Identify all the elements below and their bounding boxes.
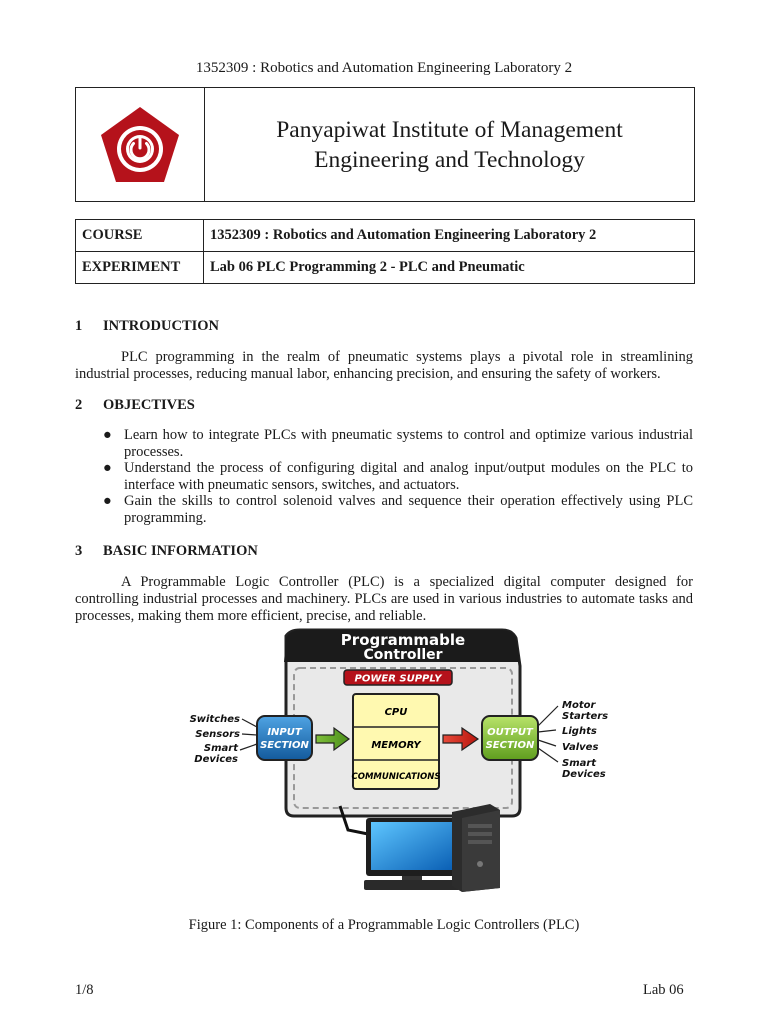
panel-title-line-2: Controller	[363, 647, 443, 663]
section-heading-basic-information	[75, 543, 375, 561]
input-label-devices: Devices	[194, 754, 238, 765]
input-section-box	[257, 716, 312, 760]
output-section-line-1: OUTPUT	[487, 727, 533, 738]
course-info-table	[75, 219, 695, 284]
running-head: 1352309 : Robotics and Automation Engineering Laboratory 2	[195, 60, 573, 76]
objective-text: Learn how to integrate PLCs with pneumatic systems to control and optimize various industrial processes.	[124, 427, 693, 460]
communications-label: COMMUNICATIONS	[351, 772, 441, 782]
memory-label: MEMORY	[371, 740, 421, 751]
section-number: 3	[75, 543, 83, 559]
power-supply-label: POWER SUPPLY	[354, 673, 442, 685]
output-label-devices: Devices	[562, 769, 606, 780]
list-item	[75, 460, 693, 493]
input-section-line-1: INPUT	[267, 727, 302, 738]
objectives-list	[75, 427, 693, 526]
objective-text: Gain the skills to control solenoid valves and sequence their operation effectively using PLC programming.	[124, 493, 693, 526]
introduction-paragraph: PLC programming in the realm of pneumatic systems plays a pivotal role in streamlining industrial processes, reducing manual labor, enhancing precision, and ensuring the safety of workers.	[75, 349, 693, 382]
institute-logo-icon	[99, 105, 181, 185]
figure-caption: Figure 1: Components of a Programmable Logic Controllers (PLC)	[188, 917, 580, 933]
output-label-lights: Lights	[562, 726, 597, 737]
page-number: 1/8	[75, 982, 94, 998]
section-title: BASIC INFORMATION	[103, 543, 258, 559]
institution-line-2: Engineering and Technology	[314, 146, 585, 173]
section-title: OBJECTIVES	[103, 397, 195, 413]
experiment-label: EXPERIMENT	[76, 252, 204, 284]
course-row	[76, 220, 695, 252]
header-box	[75, 87, 695, 202]
output-label-starters: Starters	[562, 711, 609, 722]
output-section-box	[482, 716, 538, 760]
output-label-smart: Smart	[562, 758, 597, 769]
output-section-line-2: SECTION	[485, 740, 535, 751]
institution-name	[205, 88, 694, 201]
panel-title-line-1: Programmable	[340, 631, 466, 649]
bullet-icon: ●	[103, 493, 112, 509]
output-label-valves: Valves	[562, 742, 599, 753]
computer-tower-icon	[452, 804, 500, 892]
section-heading-objectives	[75, 397, 375, 415]
section-heading-introduction	[75, 318, 375, 336]
experiment-row	[76, 252, 695, 284]
input-label-switches: Switches	[189, 714, 240, 725]
section-number: 1	[75, 318, 83, 334]
logo-cell	[76, 88, 205, 201]
section-number: 2	[75, 397, 83, 413]
output-label-motor: Motor	[562, 700, 596, 711]
bullet-icon: ●	[103, 460, 112, 476]
section-title: INTRODUCTION	[103, 318, 220, 334]
input-label-sensors: Sensors	[195, 729, 240, 740]
institution-line-1: Panyapiwat Institute of Management	[276, 116, 623, 143]
basic-information-paragraph: A Programmable Logic Controller (PLC) is a specialized digital computer designed for controlling industrial processes and machinery. PLCs are used in various industries to automate tasks and processes, making them more efficient, precise, and reliable.	[75, 574, 693, 624]
footer-lab: Lab 06	[643, 982, 684, 998]
list-item	[75, 427, 693, 460]
bullet-icon: ●	[103, 427, 112, 443]
course-value: 1352309 : Robotics and Automation Engineering Laboratory 2	[204, 220, 695, 252]
list-item	[75, 493, 693, 526]
cpu-label: CPU	[384, 707, 408, 718]
experiment-value: Lab 06 PLC Programming 2 - PLC and Pneumatic	[204, 252, 695, 284]
input-label-smart: Smart	[203, 743, 238, 754]
objective-text: Understand the process of configuring digital and analog input/output modules on the PLC to interface with pneumatic sensors, switches, and actuators.	[124, 460, 693, 493]
course-label: COURSE	[76, 220, 204, 252]
plc-components-figure	[189, 626, 609, 894]
input-section-line-2: SECTION	[260, 740, 309, 751]
